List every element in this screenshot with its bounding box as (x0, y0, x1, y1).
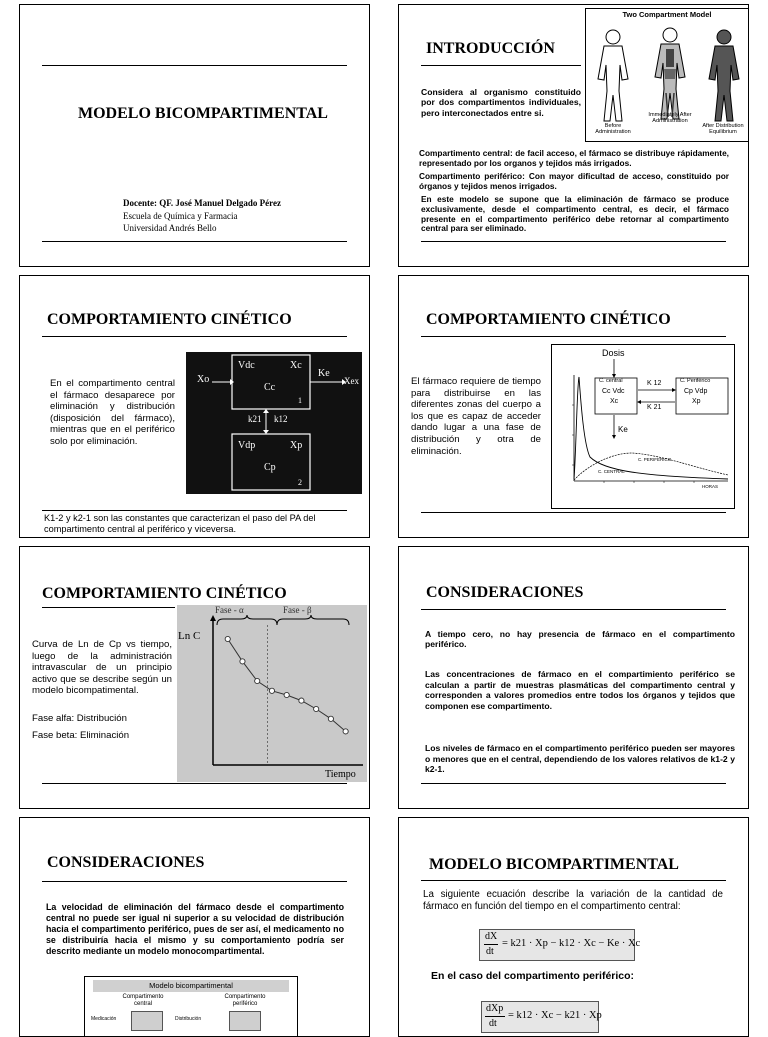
divider (421, 336, 726, 337)
eq1-rhs: = k21 · Xp − k12 · Xc − Ke · Xc (502, 938, 641, 949)
divider (421, 65, 581, 66)
description-text: La siguiente ecuación describe la variación de la cantidad de fármaco en función del tiempo en el compartimento central: (423, 889, 723, 912)
divider (421, 241, 726, 242)
divider (42, 241, 347, 242)
slide-title: INTRODUCCIÓN (426, 40, 555, 57)
paragraph-eliminacion: En este modelo se supone que la eliminación de fármaco se produce exclusivamente, desde el compartimento central, es decir, el fármaco presente en el compartimento periférico debe retornar al compartimento central para ser eliminado. (421, 194, 729, 234)
compartment-2-label: 2 (298, 478, 302, 487)
slide-title: COMPORTAMIENTO CINÉTICO (47, 311, 292, 328)
k12-label: k12 (274, 414, 288, 424)
phase-alpha-brace (217, 615, 277, 625)
school-line: Escuela de Química y Farmacia (123, 211, 238, 221)
slide-title: CONSIDERACIONES (426, 584, 584, 601)
periph-label: Compartimento periférico (224, 994, 266, 1007)
periph-box (229, 1011, 261, 1031)
phase-beta-label: Fase - β (283, 605, 312, 615)
divider (42, 783, 347, 784)
central-vd: Cc Vdc (602, 388, 625, 395)
label-immediately: Immediately After Administration (648, 112, 692, 125)
divider (42, 881, 347, 882)
y-axis-label: Ln C (178, 630, 201, 642)
ke-label: Ke (318, 368, 330, 379)
description-text: En el compartimento central el fármaco desaparece por eliminación y distribución (disposición del fármaco), mientras que en el periférico solo por eliminación. (50, 378, 175, 447)
consideration-3: Los niveles de fármaco en el compartimento periférico pueden ser mayores o menores que en el central, dependiendo de los valores relativos de k1-2 y k2-1. (425, 743, 735, 775)
slide-7 (19, 817, 370, 1037)
periph-x: Xp (692, 398, 701, 405)
slide-2 (398, 4, 749, 267)
series-line (228, 639, 346, 731)
university-line: Universidad Andrés Bello (123, 223, 217, 233)
periph-vd: Cp Vdp (684, 388, 708, 395)
cc-label: Cc (264, 382, 276, 393)
data-point (299, 698, 304, 703)
data-point (225, 636, 230, 641)
ln-c-chart (177, 605, 367, 782)
x-axis-label: Tiempo (325, 769, 356, 780)
slide-8 (398, 817, 749, 1037)
medicacion-label: Medicación (91, 1016, 117, 1022)
divider (42, 607, 175, 608)
distribucion-label: Distribución (175, 1016, 202, 1022)
central-title: C. central (599, 378, 623, 384)
periph-title: C. Periférico (680, 378, 711, 384)
divider (421, 609, 726, 610)
k21-label: k21 (248, 414, 262, 424)
k21-label: K 21 (647, 404, 662, 411)
distribution-figure (551, 344, 735, 509)
xo-label: Xo (197, 374, 210, 385)
divider (421, 880, 726, 881)
central-x: Xc (610, 398, 619, 405)
consideration-1: A tiempo cero, no hay presencia de fármaco en el compartimento periférico. (425, 629, 735, 650)
footer-text: K1-2 y k2-1 son las constantes que caracterizan el paso del PA del compartimento central al periférico y viceversa. (44, 513, 316, 535)
slide-6 (398, 546, 749, 809)
xaxis-label: HORAS (702, 484, 719, 489)
divider (42, 65, 347, 66)
data-point (314, 706, 319, 711)
central-label: Compartimento central (122, 994, 164, 1007)
divider (421, 512, 726, 513)
alpha-phase-text: Fase alfa: Distribución (32, 713, 127, 724)
eq2-fraction-bar (485, 1016, 505, 1017)
xex-label: Xex (344, 376, 359, 386)
data-point (240, 659, 245, 664)
data-point (284, 692, 289, 697)
slide-title: MODELO BICOMPARTIMENTAL (429, 856, 679, 873)
ln-c-chart-svg (177, 605, 367, 782)
label-before: Before Administration (595, 123, 631, 136)
slide-title: COMPORTAMIENTO CINÉTICO (42, 585, 287, 602)
figure-title: Two Compartment Model (622, 10, 712, 19)
slide-title: COMPORTAMIENTO CINÉTICO (426, 311, 671, 328)
vdp-label: Vdp (238, 440, 256, 451)
model-figure-title: Modelo bicompartimental (93, 980, 289, 992)
person-before-icon (598, 30, 628, 121)
paragraph-central: Compartimento central: de facil acceso, el fármaco se distribuye rápidamente, representado por los organos y tejidos más irrigados. (419, 148, 729, 168)
description-text: El fármaco requiere de tiempo para distribuirse en las diferentes zonas del cuerpo a los que es capaz de acceder dando lugar a una fase de distribución y otra de eliminación. (411, 376, 541, 457)
paragraph-periferico: Compartimento periférico: Con mayor dificultad de acceso, constituido por órganos y tejidos menos irrigados. (419, 171, 729, 191)
curve-periph-label: C. PERIFERICO (638, 457, 672, 462)
data-point (269, 688, 274, 693)
phase-alpha-label: Fase - α (215, 605, 244, 615)
slide-5 (19, 546, 370, 809)
xc-label: Xc (290, 360, 302, 371)
data-point (343, 729, 348, 734)
compartment-diagram (186, 352, 362, 494)
curve-central-label: C. CENTRAL (598, 469, 625, 474)
cp-label: Cp (264, 462, 276, 473)
docente-line: Docente: QF. José Manuel Delgado Pérez (123, 198, 281, 208)
vdc-label: Vdc (238, 360, 255, 371)
description-text: Curva de Ln de Cp vs tiempo, luego de la administración intravascular de un principio activo que se describe según un modelo bicompatimental. (32, 639, 172, 697)
compartment-1-label: 1 (298, 396, 302, 405)
divider (42, 510, 347, 511)
slide-title: CONSIDERACIONES (47, 854, 205, 871)
y-axis-arrow (210, 615, 216, 621)
slide-title: MODELO BICOMPARTIMENTAL (78, 105, 328, 122)
eq1-fraction-bar (484, 944, 498, 945)
eq1-numerator: dX (485, 931, 498, 942)
description-text: La velocidad de eliminación del fármaco desde el compartimento central no puede ser igual ni superior a su velocidad de distribución hacia el compartimento periférico, pues de ser así, el medicamento no se distribuiría hacia el mismo y su comportamiento podría ser descrito mediante un modelo monocompartimental. (46, 902, 344, 956)
consideration-2: Las concentraciones de fármaco en el compartimiento periférico se calculan a partir de muestras plasmáticas del compartimento central y corresponden a valores promedios entre todos los órganos y tejidos que componen ese compartimento. (425, 669, 735, 711)
equation-central (479, 929, 641, 961)
divider (42, 336, 347, 337)
person-immediately-icon (655, 28, 685, 119)
divider (421, 783, 726, 784)
equation-periph (481, 1001, 602, 1033)
data-point (328, 716, 333, 721)
periph-subtitle: En el caso del compartimento periférico: (431, 970, 635, 982)
intro-text: Considera al organismo constituido por dos compartimentos individuales, pero interconectados entre si. (421, 87, 581, 118)
two-compartment-figure (585, 8, 749, 142)
dosis-label: Dosis (602, 348, 625, 358)
eq1-denominator: dt (486, 946, 494, 957)
ke-label: Ke (618, 425, 628, 434)
person-after-icon (709, 30, 739, 121)
slide-4 (398, 275, 749, 538)
label-after: After Distribution Equilibrium (702, 123, 744, 136)
k12-label: K 12 (647, 380, 662, 387)
model-figure (84, 976, 298, 1037)
eq2-numerator: dXp (486, 1003, 504, 1014)
eq2-denominator: dt (489, 1018, 497, 1029)
xp-label: Xp (290, 440, 303, 451)
slide-1 (19, 4, 370, 267)
slide-3 (19, 275, 370, 538)
data-point (255, 678, 260, 683)
central-box (131, 1011, 163, 1031)
phase-beta-brace (277, 615, 349, 625)
eq2-rhs: = k12 · Xc − k21 · Xp (508, 1010, 602, 1021)
beta-phase-text: Fase beta: Eliminación (32, 730, 130, 741)
